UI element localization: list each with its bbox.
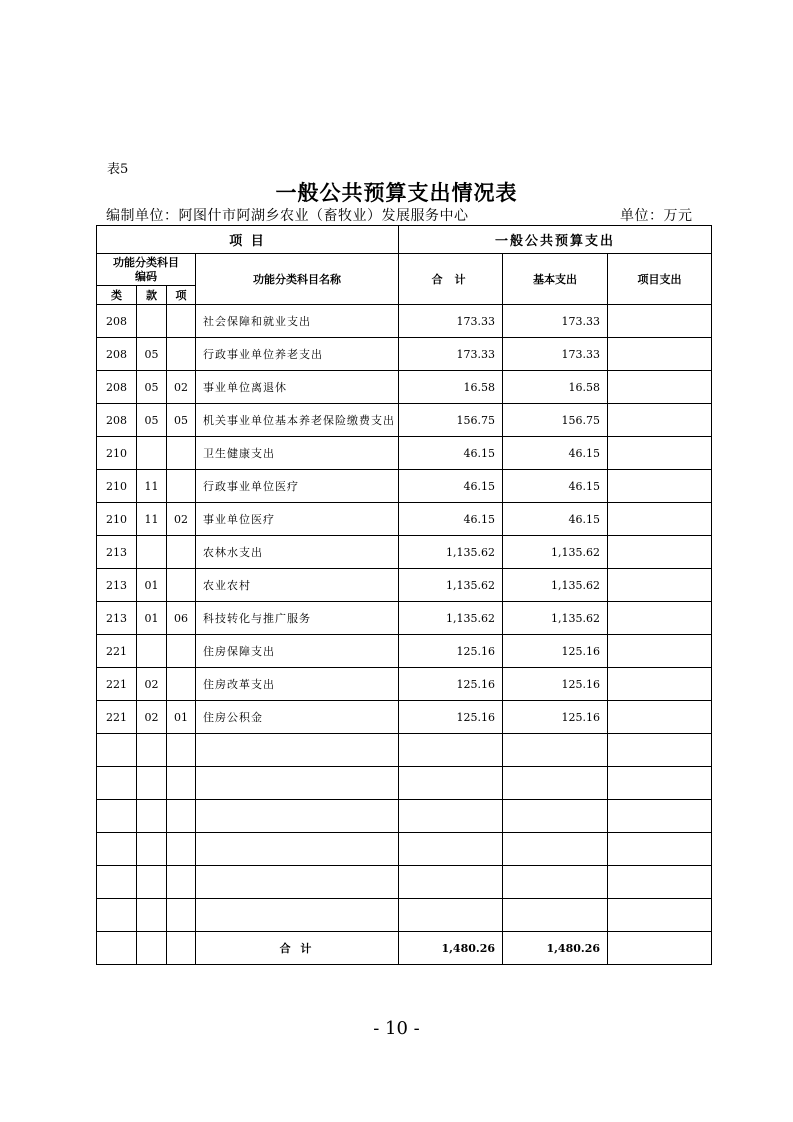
- cell-total: [399, 734, 503, 767]
- cell-basic: 46.15: [503, 437, 608, 470]
- cell-total: 173.33: [399, 338, 503, 371]
- table-row: [97, 305, 712, 338]
- cell-total: 1,135.62: [399, 569, 503, 602]
- cell-project: [608, 899, 712, 932]
- table-row: [97, 899, 712, 932]
- cell-total: [399, 866, 503, 899]
- cell-lei: 210: [97, 437, 137, 470]
- cell-name: [196, 833, 399, 866]
- cell-lei: [97, 800, 137, 833]
- cell-lei: 208: [97, 305, 137, 338]
- table-row: [97, 734, 712, 767]
- cell-name: [196, 734, 399, 767]
- header-basic: 基本支出: [503, 254, 608, 305]
- cell-lei: 221: [97, 701, 137, 734]
- table-row: [97, 833, 712, 866]
- cell-kuan: 05: [137, 404, 167, 437]
- money-unit: 单位：万元: [620, 208, 693, 224]
- cell-lei: 213: [97, 602, 137, 635]
- cell-kuan: [137, 767, 167, 800]
- cell-total: 1,135.62: [399, 536, 503, 569]
- org-unit: 编制单位：阿图什市阿湖乡农业（畜牧业）发展服务中心: [106, 208, 469, 224]
- header-kuan: 款: [137, 286, 167, 305]
- cell-lei: 208: [97, 371, 137, 404]
- cell-lei: 208: [97, 404, 137, 437]
- header-project-exp: 项目支出: [608, 254, 712, 305]
- table-row: [97, 404, 712, 437]
- cell-name: 社会保障和就业支出: [196, 305, 399, 338]
- cell-project: [608, 833, 712, 866]
- table-row: [97, 866, 712, 899]
- total-sum: 1,480.26: [399, 932, 503, 965]
- cell-lei: [97, 734, 137, 767]
- cell-lei: [97, 767, 137, 800]
- table-row: [97, 602, 712, 635]
- cell-xiang: [167, 899, 196, 932]
- header-xiang: 项: [167, 286, 196, 305]
- cell-name: 农林水支出: [196, 536, 399, 569]
- cell-basic: 125.16: [503, 635, 608, 668]
- header-row-1: [97, 226, 712, 254]
- header-budget-group: 一般公共预算支出: [399, 226, 712, 254]
- cell-total: 156.75: [399, 404, 503, 437]
- header-project: 项 目: [97, 226, 399, 254]
- cell-basic: 173.33: [503, 338, 608, 371]
- table-row: [97, 503, 712, 536]
- cell-project: [608, 767, 712, 800]
- cell-basic: [503, 767, 608, 800]
- total-label: 合 计: [196, 932, 399, 965]
- cell-basic: [503, 866, 608, 899]
- header-row-2: [97, 254, 712, 286]
- cell-kuan: [137, 734, 167, 767]
- cell-basic: 125.16: [503, 668, 608, 701]
- cell-name: [196, 767, 399, 800]
- table-row: [97, 767, 712, 800]
- cell-project: [608, 866, 712, 899]
- cell-total: [399, 833, 503, 866]
- cell-total: 46.15: [399, 470, 503, 503]
- page-number: - 10 -: [373, 1018, 420, 1039]
- cell-total: 46.15: [399, 437, 503, 470]
- cell-lei: [97, 833, 137, 866]
- table-row: [97, 668, 712, 701]
- cell-name: [196, 866, 399, 899]
- cell-total: 16.58: [399, 371, 503, 404]
- header-lei: 类: [97, 286, 137, 305]
- cell-xiang: 01: [167, 701, 196, 734]
- cell-xiang: 02: [167, 371, 196, 404]
- cell-project: [608, 404, 712, 437]
- cell-basic: 1,135.62: [503, 536, 608, 569]
- cell-kuan: [137, 800, 167, 833]
- cell-kuan: [137, 833, 167, 866]
- table-row: [97, 470, 712, 503]
- cell-project: [608, 305, 712, 338]
- cell-total: 125.16: [399, 701, 503, 734]
- cell-basic: 1,135.62: [503, 602, 608, 635]
- cell-total: 1,135.62: [399, 602, 503, 635]
- total-empty-cell: [97, 932, 137, 965]
- cell-total: 46.15: [399, 503, 503, 536]
- cell-lei: 210: [97, 503, 137, 536]
- cell-xiang: [167, 668, 196, 701]
- table-row: [97, 569, 712, 602]
- cell-basic: 1,135.62: [503, 569, 608, 602]
- header-name: 功能分类科目名称: [196, 254, 399, 305]
- cell-name: 住房公积金: [196, 701, 399, 734]
- cell-lei: [97, 866, 137, 899]
- cell-xiang: [167, 470, 196, 503]
- cell-project: [608, 668, 712, 701]
- cell-kuan: 01: [137, 569, 167, 602]
- cell-name: 农业农村: [196, 569, 399, 602]
- header-total: 合 计: [399, 254, 503, 305]
- cell-kuan: 02: [137, 701, 167, 734]
- cell-xiang: [167, 800, 196, 833]
- cell-kuan: [137, 899, 167, 932]
- cell-xiang: [167, 536, 196, 569]
- header-code-group: [97, 254, 196, 286]
- cell-name: [196, 800, 399, 833]
- cell-xiang: [167, 734, 196, 767]
- cell-kuan: 11: [137, 470, 167, 503]
- cell-xiang: [167, 437, 196, 470]
- total-project: [608, 932, 712, 965]
- total-empty-cell: [167, 932, 196, 965]
- cell-project: [608, 734, 712, 767]
- cell-total: 125.16: [399, 668, 503, 701]
- cell-basic: 16.58: [503, 371, 608, 404]
- cell-total: 125.16: [399, 635, 503, 668]
- table-row: [97, 371, 712, 404]
- cell-basic: [503, 800, 608, 833]
- header-code-line2: 编码: [135, 269, 157, 283]
- cell-kuan: 01: [137, 602, 167, 635]
- cell-basic: 46.15: [503, 503, 608, 536]
- cell-project: [608, 437, 712, 470]
- cell-kuan: [137, 305, 167, 338]
- cell-basic: [503, 734, 608, 767]
- cell-kuan: [137, 437, 167, 470]
- cell-xiang: [167, 635, 196, 668]
- cell-total: [399, 899, 503, 932]
- table-row: [97, 437, 712, 470]
- cell-total: 173.33: [399, 305, 503, 338]
- cell-kuan: 02: [137, 668, 167, 701]
- cell-xiang: [167, 833, 196, 866]
- cell-xiang: [167, 866, 196, 899]
- cell-total: [399, 767, 503, 800]
- cell-kuan: 11: [137, 503, 167, 536]
- cell-name: 住房保障支出: [196, 635, 399, 668]
- page-title: 一般公共预算支出情况表: [275, 180, 518, 205]
- cell-xiang: 05: [167, 404, 196, 437]
- cell-kuan: [137, 866, 167, 899]
- cell-name: 行政事业单位养老支出: [196, 338, 399, 371]
- cell-lei: 213: [97, 569, 137, 602]
- cell-basic: 156.75: [503, 404, 608, 437]
- table-row: [97, 635, 712, 668]
- cell-xiang: 06: [167, 602, 196, 635]
- table-row: [97, 536, 712, 569]
- cell-total: [399, 800, 503, 833]
- cell-project: [608, 635, 712, 668]
- cell-lei: 210: [97, 470, 137, 503]
- cell-name: 机关事业单位基本养老保险缴费支出: [196, 404, 399, 437]
- cell-basic: 173.33: [503, 305, 608, 338]
- cell-xiang: [167, 767, 196, 800]
- cell-kuan: 05: [137, 338, 167, 371]
- cell-project: [608, 536, 712, 569]
- total-row: [97, 932, 712, 965]
- cell-name: 事业单位离退休: [196, 371, 399, 404]
- cell-xiang: [167, 338, 196, 371]
- cell-xiang: 02: [167, 503, 196, 536]
- budget-table: [96, 225, 712, 965]
- cell-project: [608, 470, 712, 503]
- cell-project: [608, 602, 712, 635]
- header-code-line1: 功能分类科目: [113, 255, 179, 269]
- cell-name: 卫生健康支出: [196, 437, 399, 470]
- cell-basic: [503, 833, 608, 866]
- cell-basic: 125.16: [503, 701, 608, 734]
- cell-project: [608, 800, 712, 833]
- cell-kuan: [137, 635, 167, 668]
- cell-name: 住房改革支出: [196, 668, 399, 701]
- cell-lei: 221: [97, 668, 137, 701]
- cell-kuan: [137, 536, 167, 569]
- total-empty-cell: [137, 932, 167, 965]
- total-basic: 1,480.26: [503, 932, 608, 965]
- table-label: 表5: [107, 162, 129, 177]
- cell-project: [608, 701, 712, 734]
- cell-basic: 46.15: [503, 470, 608, 503]
- cell-name: [196, 899, 399, 932]
- cell-project: [608, 503, 712, 536]
- cell-lei: 208: [97, 338, 137, 371]
- table-row: [97, 701, 712, 734]
- cell-xiang: [167, 305, 196, 338]
- cell-name: 事业单位医疗: [196, 503, 399, 536]
- cell-kuan: 05: [137, 371, 167, 404]
- table-row: [97, 338, 712, 371]
- cell-project: [608, 569, 712, 602]
- cell-project: [608, 371, 712, 404]
- cell-lei: [97, 899, 137, 932]
- cell-name: 行政事业单位医疗: [196, 470, 399, 503]
- cell-lei: 213: [97, 536, 137, 569]
- cell-project: [608, 338, 712, 371]
- cell-basic: [503, 899, 608, 932]
- cell-lei: 221: [97, 635, 137, 668]
- cell-xiang: [167, 569, 196, 602]
- cell-name: 科技转化与推广服务: [196, 602, 399, 635]
- table-row: [97, 800, 712, 833]
